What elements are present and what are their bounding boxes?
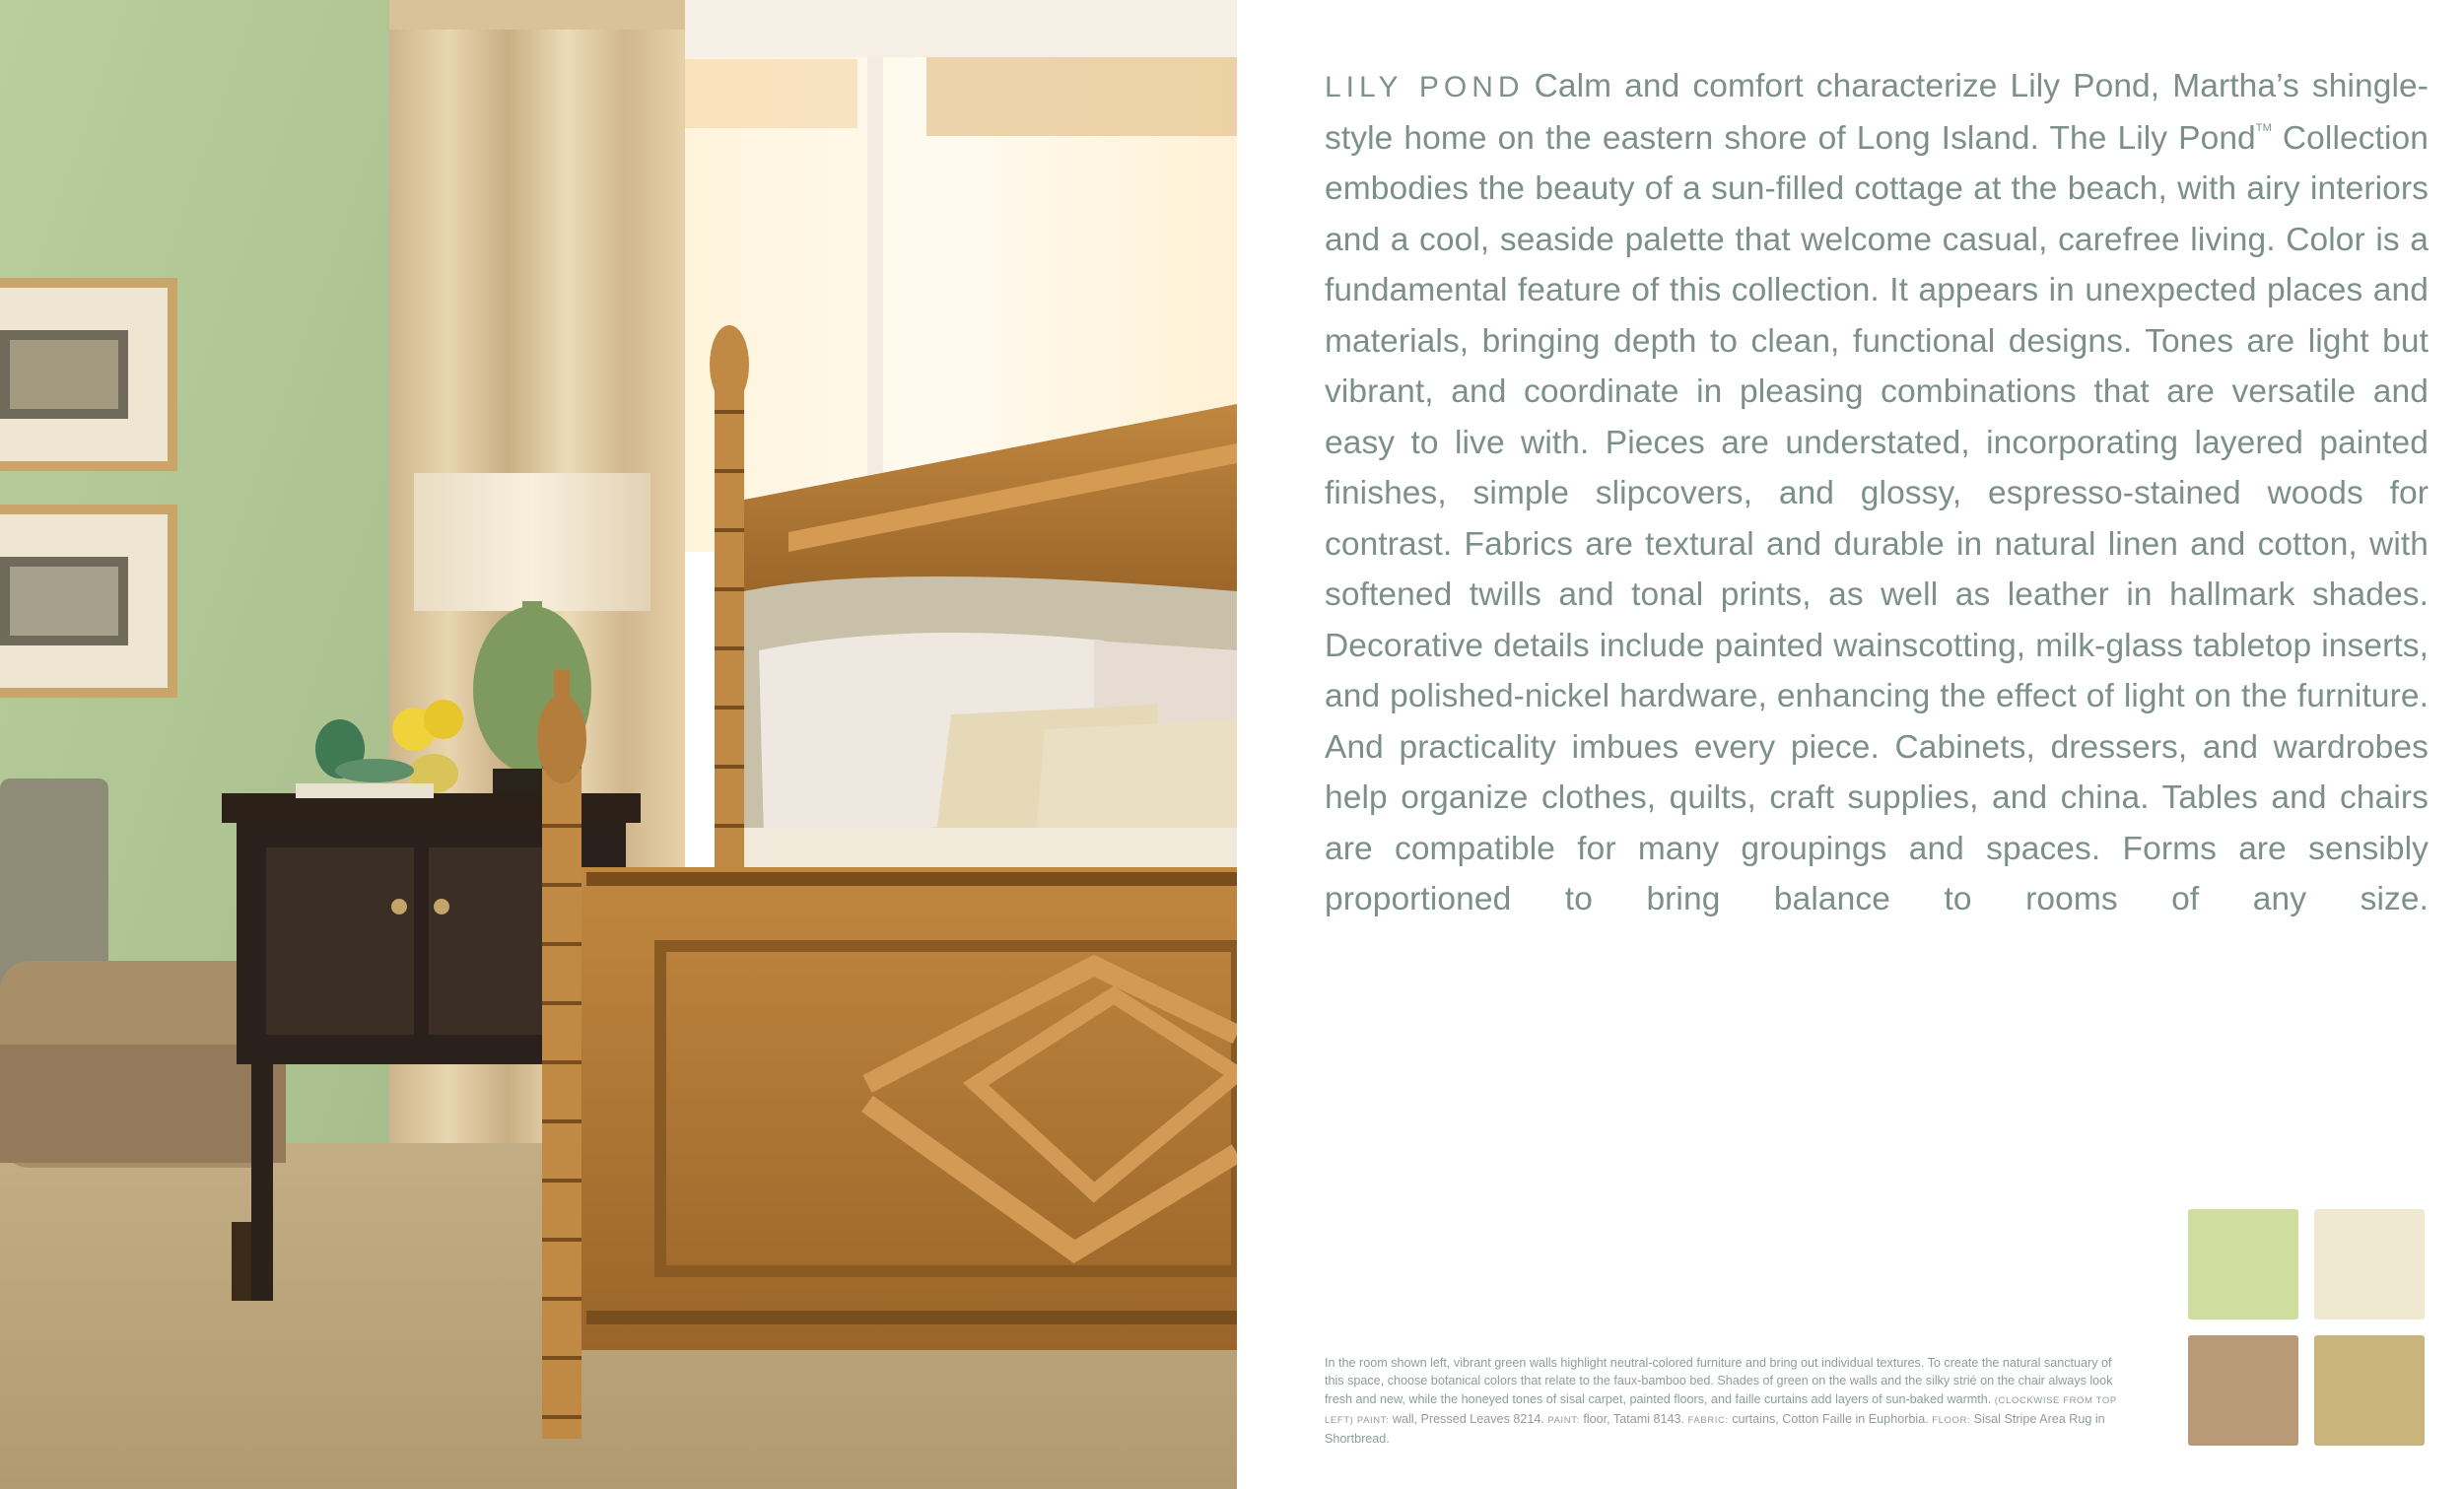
swatch-tatami — [2188, 1335, 2298, 1446]
caption-paint-floor: floor, Tatami 8143. — [1583, 1411, 1685, 1426]
caption-fabric-label: FABRIC: — [1687, 1414, 1729, 1426]
trademark-symbol: TM — [2255, 121, 2272, 134]
framed-print-1 — [0, 278, 177, 471]
bed-pillows — [744, 576, 1237, 887]
caption-order-label: (CLOCKWISE FROM TOP LEFT) — [1325, 1394, 2117, 1426]
swatch-euphorbia — [2314, 1209, 2425, 1320]
swatch-shortbread — [2314, 1335, 2425, 1446]
caption-fabric-text: curtains, Cotton Faille in Euphorbia. — [1732, 1411, 1929, 1426]
article-body-intro: Calm and comfort characterize Lily Pond, Martha’s shingle-style home on the eastern shore of Long Island. The Lily Pond — [1325, 68, 2429, 157]
caption-floor-label: FLOOR: — [1932, 1414, 1971, 1426]
swatch-pressed-leaves — [2188, 1209, 2298, 1320]
caption-intro: In the room shown left, vibrant green walls highlight neutral-colored furniture and bring out individual textures. To create the natural sanctuary of this space, choose botanical colors that relate to the faux-bamboo bed. Shades of green on the walls and the silky strié on the chair always look fresh and new, while the honeyed tones of sisal carpet, painted floors, and faille curtains add layers of sun-baked warmth. — [1325, 1356, 2113, 1406]
caption-paint-label-2: PAINT: — [1547, 1414, 1580, 1426]
article-body-main: Collection embodies the beauty of a sun-filled cottage at the beach, with airy interiors and a cool, seaside palette that welcome casual, carefree living. Color is a fundamental feature of this collection. It appears in unexpected places and materials, bringing depth to clean, functional designs. Tones are light but vibrant, and coordinate in pleasing combinations that are versatile and easy to live with. Pieces are understated, incorporating layered painted finishes, simple slipcovers, and glossy, espresso-stained woods for contrast. Fabrics are textural and durable in natural linen and cotton, with softened twills and tonal prints, as well as leather in hallmark shades. Decorative details include painted wainscotting, milk-glass tabletop inserts, and polished-nickel hardware, enhancing the effect of light on the furniture. And practicality imbues every piece. Cabinets, dressers, and wardrobes help organize clothes, quilts, craft supplies, and china. Tables and chairs are compatible for many groupings and spaces. Forms are sensibly proportioned to bring balance to rooms of any size. — [1325, 119, 2429, 917]
caption-paint-wall: wall, Pressed Leaves 8214. — [1392, 1411, 1544, 1426]
photo-caption — [1325, 1354, 2123, 1448]
caption-floor-text: Sisal Stripe Area Rug in Shortbread. — [1325, 1411, 2105, 1447]
caption-paint-label: PAINT: — [1356, 1414, 1390, 1426]
framed-print-2 — [0, 505, 177, 698]
article-heading: LILY POND — [1325, 71, 1525, 103]
article-body — [1325, 61, 2429, 925]
